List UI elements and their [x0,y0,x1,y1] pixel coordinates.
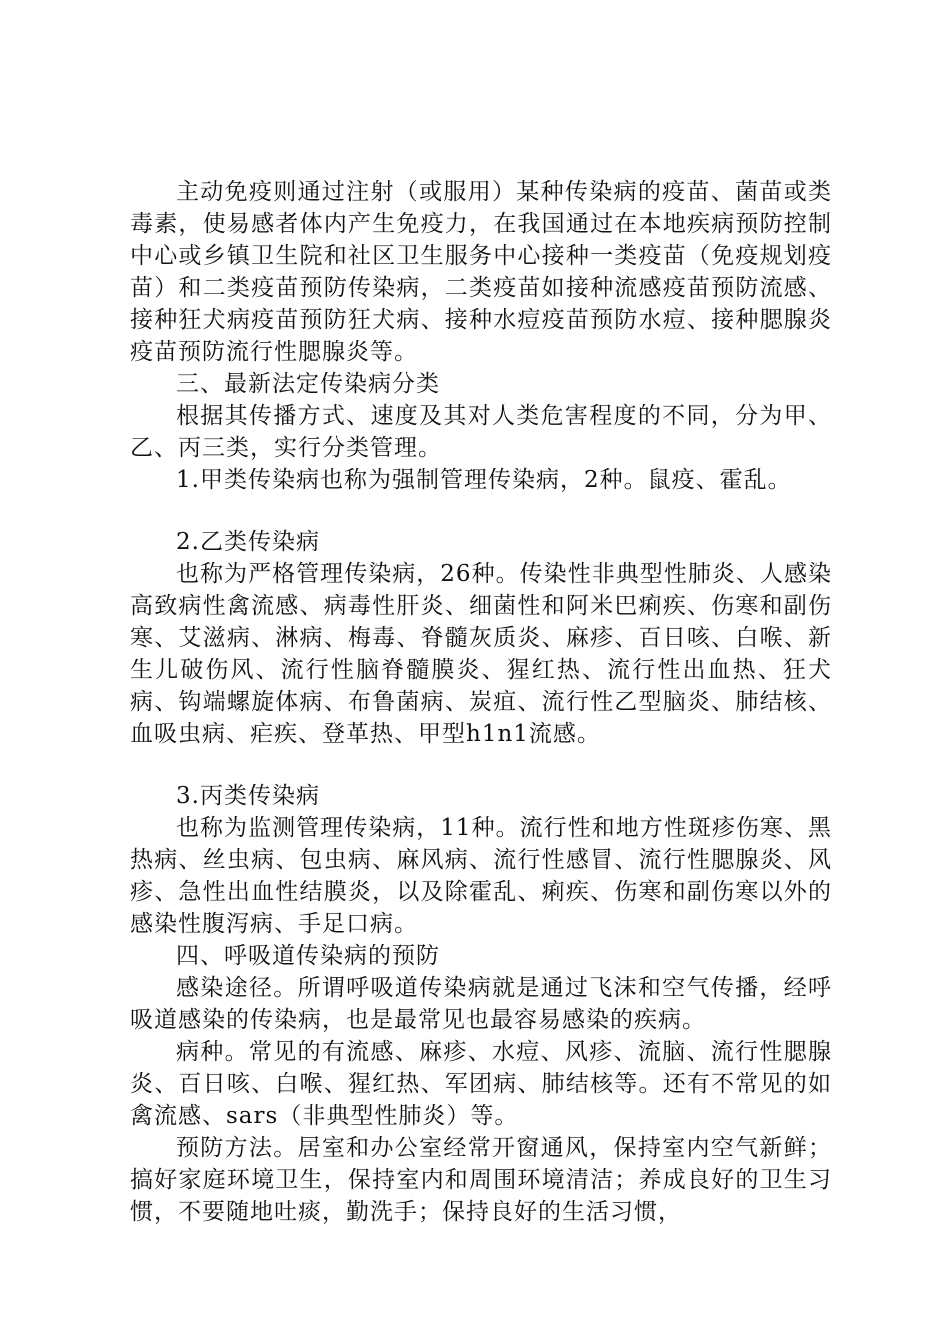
paragraph-infection-route: 感染途径。所谓呼吸道传染病就是通过飞沫和空气传播，经呼吸道感染的传染病，也是最常见也最容易感染的疾病。 [130,975,832,1033]
document-body [130,176,832,1228]
paragraph-prevention-methods: 预防方法。居室和办公室经常开窗通风，保持室内空气新鲜；搞好家庭环境卫生，保持室内和周围环境清洁；养成良好的卫生习惯，不要随地吐痰，勤洗手；保持良好的生活习惯， [130,1135,832,1225]
subheading-class-c: 3.丙类传染病 [176,783,320,809]
paragraph-class-a: 1.甲类传染病也称为强制管理传染病，2种。鼠疫、霍乱。 [176,467,792,493]
section-heading-classification: 三、最新法定传染病分类 [176,371,440,397]
section-heading-respiratory: 四、呼吸道传染病的预防 [176,943,440,969]
subheading-class-b: 2.乙类传染病 [176,529,320,555]
paragraph-active-immunity: 主动免疫则通过注射（或服用）某种传染病的疫苗、菌苗或类毒素，使易感者体内产生免疫力，在我国通过在本地疾病预防控制中心或乡镇卫生院和社区卫生服务中心接种一类疫苗（免疫规划疫苗）和二类疫苗预防传染病，二类疫苗如接种流感疫苗预防流感、接种狂犬病疫苗预防狂犬病、接种水痘疫苗预防水痘、接种腮腺炎疫苗预防流行性腮腺炎等。 [130,179,832,365]
paragraph-disease-types: 病种。常见的有流感、麻疹、水痘、风疹、流脑、流行性腮腺炎、百日咳、白喉、猩红热、军团病、肺结核等。还有不常见的如禽流感、sars（非典型性肺炎）等。 [130,1039,832,1129]
paragraph-classification-intro: 根据其传播方式、速度及其对人类危害程度的不同，分为甲、乙、丙三类，实行分类管理。 [130,403,832,461]
paragraph-class-c: 也称为监测管理传染病，11种。流行性和地方性斑疹伤寒、黑热病、丝虫病、包虫病、麻风病、流行性感冒、流行性腮腺炎、风疹、急性出血性结膜炎，以及除霍乱、痢疾、伤寒和副伤寒以外的感染性腹泻病、手足口病。 [130,815,832,937]
paragraph-class-b: 也称为严格管理传染病，26种。传染性非典型性肺炎、人感染高致病性禽流感、病毒性肝炎、细菌性和阿米巴痢疾、伤寒和副伤寒、艾滋病、淋病、梅毒、脊髓灰质炎、麻疹、百日咳、白喉、新生儿破伤风、流行性脑脊髓膜炎、猩红热、流行性出血热、狂犬病、钩端螺旋体病、布鲁菌病、炭疽、流行性乙型脑炎、肺结核、血吸虫病、疟疾、登革热、甲型h1n1流感。 [130,561,832,747]
